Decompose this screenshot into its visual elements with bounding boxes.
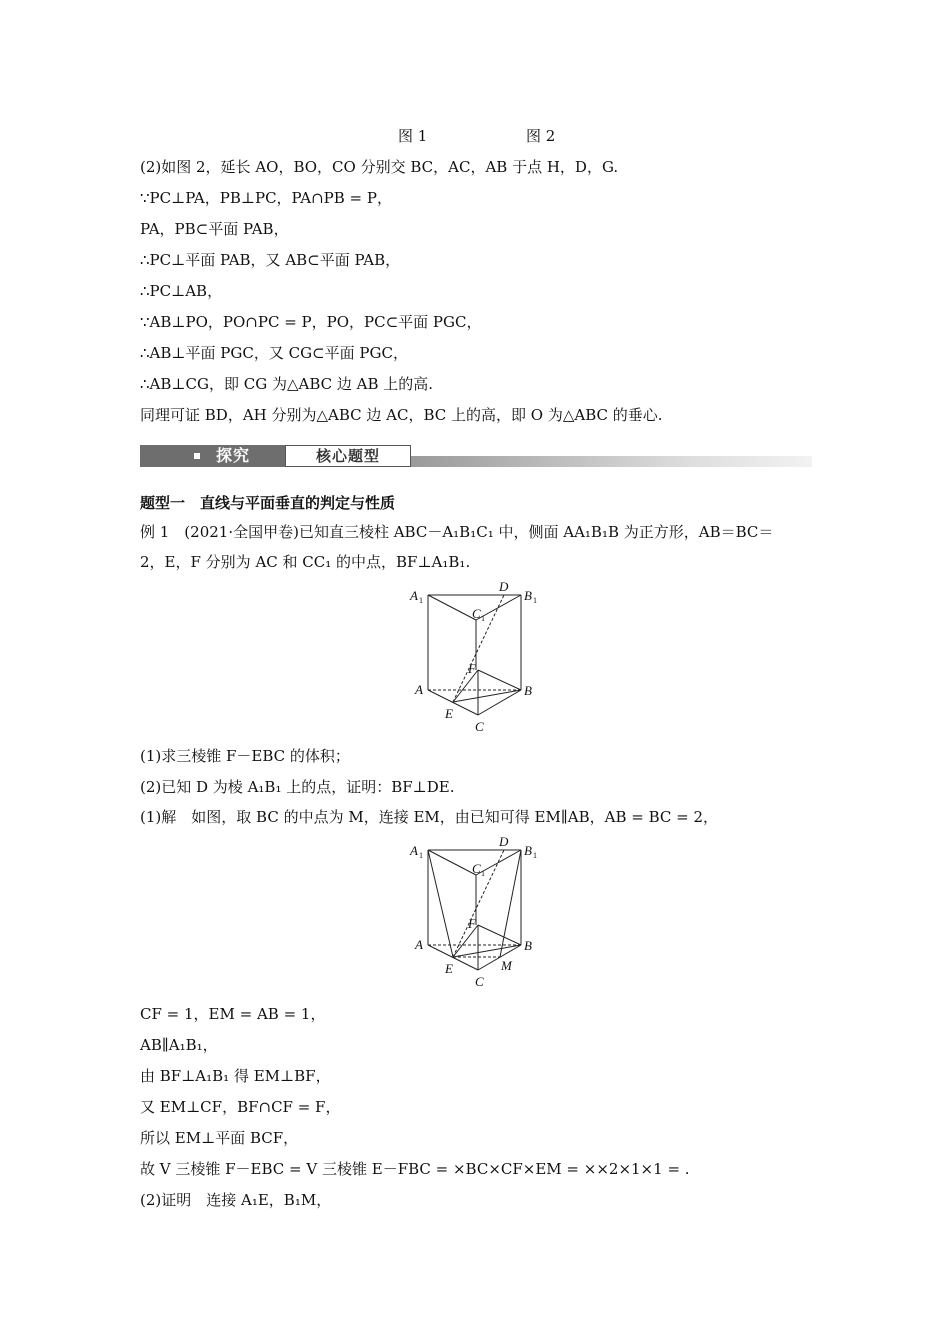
solution-intro: (1)解 如图，取 BC 的中点为 M，连接 EM，由已知可得 EM∥AB，AB = BC = 2， (140, 808, 719, 826)
banner-label-box (285, 445, 411, 467)
label-sub: 1 (481, 614, 485, 623)
proof-line: ∴PC⊥平面 PAB，又 AB⊂平面 PAB， (140, 251, 401, 269)
solution-line: 又 EM⊥CF，BF∩CF = F， (140, 1098, 341, 1116)
proof-line: PA，PB⊂平面 PAB， (140, 220, 289, 238)
example-statement-line-1: 例 1 (2021·全国甲卷)已知直三棱柱 ABC－A₁B₁C₁ 中，侧面 AA₁B₁B 为正方形，AB＝BC＝ (140, 523, 774, 541)
label-D: D (499, 580, 509, 594)
proof-line: ∵AB⊥PO，PO∩PC = P，PO，PC⊂平面 PGC， (140, 313, 482, 331)
proof-line: ∴PC⊥AB， (140, 282, 223, 300)
section-banner (140, 443, 812, 469)
label-D: D (499, 835, 509, 849)
solution-line: 故 V 三棱锥 F－EBC = V 三棱锥 E－FBC = ×BC×CF×EM = ××2×1×1 = . (140, 1160, 690, 1178)
solution-line: (2)证明 连接 A₁E，B₁M， (140, 1191, 332, 1209)
label-sub: 1 (533, 596, 537, 605)
caption-figure-1: 图 1 (398, 127, 428, 145)
label-E: E (445, 961, 453, 976)
label-F: F (468, 916, 476, 931)
example-statement-line-2: 2，E，F 分别为 AC 和 CC₁ 的中点，BF⊥A₁B₁. (140, 553, 471, 571)
proof-line: 同理可证 BD，AH 分别为△ABC 边 AC，BC 上的高，即 O 为△ABC 的垂心. (140, 406, 663, 424)
label-B1: B (524, 843, 532, 858)
label-E: E (445, 706, 453, 721)
section-title: 题型一 直线与平面垂直的判定与性质 (140, 494, 396, 512)
label-F: F (468, 661, 476, 676)
caption-figure-2: 图 2 (526, 127, 556, 145)
label-A: A (415, 937, 423, 952)
proof-line: ∵PC⊥PA，PB⊥PC，PA∩PB = P， (140, 189, 392, 207)
label-B: B (524, 683, 532, 698)
square-bullet-icon (194, 453, 200, 459)
label-A: A (415, 682, 423, 697)
label-C1: C (472, 606, 481, 621)
label-C1: C (472, 861, 481, 876)
label-sub: 1 (419, 596, 423, 605)
question-1: (1)求三棱锥 F－EBC 的体积； (140, 747, 350, 765)
solution-line: CF = 1，EM = AB = 1， (140, 1005, 326, 1023)
label-A1: A (410, 843, 418, 858)
banner-right-label: 核心题型 (315, 447, 380, 465)
banner-dark-bar (140, 445, 285, 467)
question-2: (2)已知 D 为棱 A₁B₁ 上的点，证明：BF⊥DE. (140, 778, 455, 796)
label-C: C (475, 719, 484, 734)
proof-line: ∴AB⊥平面 PGC，又 CG⊂平面 PGC， (140, 344, 408, 362)
proof-line: ∴AB⊥CG，即 CG 为△ABC 边 AB 上的高. (140, 375, 434, 393)
prism-figure-1 (400, 580, 550, 735)
label-B: B (524, 938, 532, 953)
label-C: C (475, 974, 484, 989)
label-A1: A (410, 588, 418, 603)
banner-gradient-bar (411, 456, 812, 467)
label-sub: 1 (533, 851, 537, 860)
banner-left-label: 探究 (216, 446, 251, 465)
label-B1: B (524, 588, 532, 603)
label-sub: 1 (481, 869, 485, 878)
label-M: M (501, 958, 512, 973)
solution-line: 由 BF⊥A₁B₁ 得 EM⊥BF， (140, 1067, 331, 1085)
solution-line: 所以 EM⊥平面 BCF， (140, 1129, 299, 1147)
solution-line: AB∥A₁B₁， (140, 1036, 218, 1054)
prism-figure-2 (400, 835, 550, 990)
proof-line: (2)如图 2，延长 AO，BO，CO 分别交 BC，AC，AB 于点 H，D，G. (140, 158, 619, 176)
label-sub: 1 (419, 851, 423, 860)
